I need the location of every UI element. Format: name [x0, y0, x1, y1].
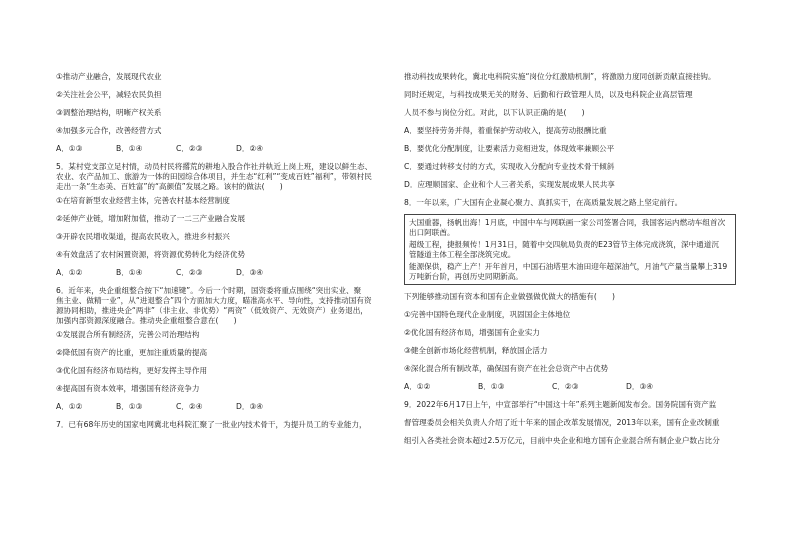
q7-stem-continued — [404, 68, 748, 122]
q5-stem-line: 走出一条“生态美、百姓富”的“高颜值”发展之路。该村的做法( ) — [56, 182, 283, 191]
q5-stem-line: 农业、农产品加工、旅游为一体的田园综合体项目，并生态“红利”“变成百姓”福利”，带领村民 — [56, 172, 372, 181]
q9-stem-line: 9．2022年6月17日上午，中宣部举行“中国这十年”系列主题新闻发布会。国务院国有资产监 — [404, 400, 717, 409]
q8-material-box — [404, 214, 736, 285]
q5-item-1: ①在培育新型农业经营主体，完善农村基本经营制度 — [56, 196, 230, 205]
q6-item-1: ①发展混合所有制经济，完善公司治理结构 — [56, 330, 200, 339]
q9-stem-line: 组引入各类社会资本超过2.5万亿元，目前中央企业和地方国有企业混合所有制企业户数占比分 — [404, 436, 720, 445]
q6-stem — [56, 286, 374, 326]
q8-item-4: ④深化混合所有制改革，确保国有资产在社会总资产中占优势 — [404, 364, 609, 373]
q5-item-3: ③开辟农民增收渠道，提高农民收入，推进乡村振兴 — [56, 232, 230, 241]
q5-options-list — [56, 192, 374, 264]
q4-answer-choices — [56, 140, 374, 158]
material-line: 超级工程，捷报频传！1月31日，随着中交四航局负责的E23管节主体完成浇筑，深中通道沉 — [409, 240, 719, 249]
material-line: 出口阿联酋。 — [409, 227, 455, 237]
q5-choice-b: B．①④ — [116, 268, 143, 277]
q4-item-1: ①推动产业融合，发展现代农业 — [56, 72, 162, 81]
q6-options-list — [56, 326, 374, 398]
q9-stem — [404, 396, 748, 450]
q8-choice-b: B．①③ — [478, 382, 505, 391]
q6-choice-a: A．①② — [56, 402, 83, 411]
q7-stem-line: 推动科技成果转化，冀北电科院实施“岗位分红激励机制”，将激励力度同创新贡献直接挂钩。 — [404, 72, 716, 81]
q5-choice-c: C．②③ — [176, 268, 203, 277]
q6-item-4: ④提高国有资本效率，增强国有经济竞争力 — [56, 384, 200, 393]
q6-choice-d: D．③④ — [236, 402, 264, 411]
q7-stem-line: 7．已有68年历史的国家电网冀北电科院汇聚了一批业内技术骨干，为提升员工的专业能力， — [56, 420, 367, 429]
q8-item-3: ③健全创新市场化经营机制，释放国企活力 — [404, 346, 548, 355]
left-column — [56, 68, 374, 430]
q7-options-list — [404, 122, 748, 194]
q5-item-4: ④有效盘活了农村闲置资源，将资源优势转化为经济优势 — [56, 250, 246, 259]
q8-item-1: ①完善中国特色现代企业制度，巩固国企主体地位 — [404, 310, 571, 319]
q6-choice-b: B．①③ — [116, 402, 143, 411]
q5-choice-d: D．③④ — [236, 268, 264, 277]
q6-stem-line: 焦主业、做精一业”，从“进退整合”四个方面加大力度，瞄准高水平、导向性，支持推动国有资 — [56, 296, 372, 305]
q8-stem: 8．一年以来，广大国有企业凝心聚力、真抓实干，在高质量发展之路上坚定前行。 — [404, 198, 683, 207]
q7-stem-line: 同时还规定，与科技成果无关的财务、后勤和行政管理人员，以及电科院企业高层管理 — [404, 90, 693, 99]
q8-choice-c: C．②③ — [552, 382, 579, 391]
q5-answer-choices — [56, 264, 374, 282]
q6-choice-c: C．②④ — [176, 402, 203, 411]
q8-question: 下列能够推动国有资本和国有企业做强做优做大的措施有( ) — [404, 292, 615, 301]
q6-answer-choices — [56, 398, 374, 416]
q4-options-list — [56, 68, 374, 140]
q8-item-2: ②优化国有经济布局，增强国有企业实力 — [404, 328, 540, 337]
q5-item-2: ②延伸产业链，增加附加值，推动了一二三产业融合发展 — [56, 214, 246, 223]
q7-choice-b: B．要优化分配制度，让要素活力竞相迸发，体现效率兼顾公平 — [404, 144, 615, 153]
q4-item-3: ③调整治理结构，明晰产权关系 — [56, 108, 162, 117]
material-line: 能源保供，稳产上产！开年首月，中国石油塔里木油田迎年超深油气，月油气产量当量攀上319 — [409, 262, 728, 271]
q7-choice-d: D．应理顺国家、企业和个人三者关系，实现发展成果人民共享 — [404, 180, 615, 189]
q6-stem-line: 源协同相助，推进央企“两非”（非主业、非优势）“两资”（低效资产、无效资产）业务退出， — [56, 306, 368, 315]
q5-choice-a: A．①② — [56, 268, 83, 277]
q7-choice-a: A．要坚持劳务并得，着重保护劳动收入，提高劳动报酬比重 — [404, 126, 607, 135]
q4-item-2: ②关注社会公平，减轻农民负担 — [56, 90, 162, 99]
material-line: 万吨新台阶，再创历史同期新高。 — [409, 271, 523, 281]
q5-stem-line: 5．某村党支部立足村情，动员村民将撂荒的耕地入股合作社并轨近上岗上班，建设以鲜生态、 — [56, 162, 373, 171]
q4-choice-a: A．①③ — [56, 144, 83, 153]
q4-choice-c: C．②③ — [176, 144, 203, 153]
q4-choice-d: D．②④ — [236, 144, 264, 153]
material-line: 管隧道主体工程全部浇筑完成。 — [409, 249, 516, 259]
q7-stem-start — [56, 420, 374, 430]
q9-stem-line: 督管理委员会相关负责人介绍了近十年来的国企改革发展情况，2013年以来，国有企业改制重 — [404, 418, 720, 427]
q8-choice-a: A．①② — [404, 382, 431, 391]
q6-item-2: ②降低国有资产的比重，更加注重质量的提高 — [56, 348, 208, 357]
q8-options-list — [404, 306, 748, 378]
q6-item-3: ③优化国有经济布局结构，更好发挥主导作用 — [56, 366, 208, 375]
material-line: 大国重器，扬帆出海！1月底，中国中车与网联画一家公司签署合同，我国客运内燃动车组首次 — [409, 218, 726, 227]
right-column — [404, 68, 748, 450]
q4-choice-b: B．①④ — [116, 144, 143, 153]
q4-item-4: ④加强多元合作，改善经营方式 — [56, 126, 162, 135]
q6-stem-line: 6．近年来，央企重组整合按下“加速键”。今后一个时期，国资委将重点围绕“突出实业、聚 — [56, 286, 362, 295]
q8-choice-d: D．③④ — [626, 382, 654, 391]
q6-stem-line: 加强内部资源深度融合。推动央企重组整合意在( ) — [56, 316, 237, 325]
q7-choice-c: C．要通过转移支付的方式，实现收入分配向专业技术骨干倾斜 — [404, 162, 615, 171]
q8-answer-choices — [404, 378, 748, 396]
q7-stem-line: 人员不参与岗位分红。对此，以下认识正确的是( ) — [404, 108, 585, 117]
q5-stem — [56, 162, 374, 192]
